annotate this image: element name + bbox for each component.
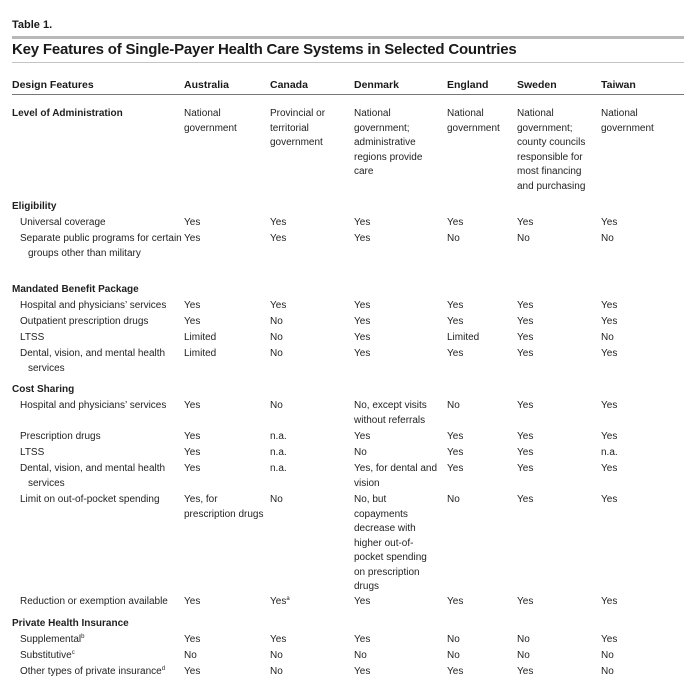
- cell-text: No: [184, 650, 197, 661]
- cell-england: [447, 399, 509, 414]
- cell-text: Yes: [354, 596, 371, 607]
- column-header-denmark: Denmark: [354, 79, 399, 91]
- cell-denmark: [354, 347, 440, 362]
- cell-text: Yes: [354, 316, 371, 327]
- row-label-text: Hospital and physicians’ services: [20, 300, 167, 311]
- cell-canada: [270, 446, 350, 461]
- cell-text: Yes: [447, 217, 464, 228]
- cell-sweden: [517, 347, 595, 362]
- cell-sweden: [517, 216, 595, 231]
- cell-australia: [184, 665, 264, 680]
- row-label-text: Dental, vision, and mental health services: [20, 348, 166, 374]
- row-label-text: Reduction or exemption available: [20, 596, 168, 607]
- cell-taiwan: [601, 665, 683, 680]
- row-label: [20, 430, 188, 445]
- cell-text: Yes: [447, 463, 464, 474]
- cell-sweden: [517, 399, 595, 414]
- cell-england: [447, 299, 509, 314]
- row-label-text: Eligibility: [12, 201, 57, 212]
- cell-denmark: [354, 216, 440, 231]
- cell-text: Yes: [517, 300, 534, 311]
- cell-text: Yes: [184, 463, 201, 474]
- row-label-text: Prescription drugs: [20, 431, 101, 442]
- cell-denmark: [354, 665, 440, 680]
- cell-australia: [184, 633, 264, 648]
- title-top-rule: [12, 36, 684, 39]
- cell-australia: [184, 232, 264, 247]
- cell-canada: [270, 299, 350, 314]
- footnote-marker: a: [286, 596, 290, 602]
- cell-text: n.a.: [601, 447, 618, 458]
- row-label: [20, 232, 188, 261]
- column-header-australia: Australia: [184, 79, 229, 91]
- cell-england: [447, 493, 509, 508]
- cell-text: No: [601, 650, 614, 661]
- cell-england: [447, 649, 509, 664]
- cell-sweden: [517, 665, 595, 680]
- cell-text: Yes: [354, 233, 371, 244]
- cell-taiwan: [601, 633, 683, 648]
- cell-text: Yes: [184, 400, 201, 411]
- cell-denmark: [354, 107, 440, 180]
- cell-sweden: [517, 315, 595, 330]
- cell-taiwan: [601, 347, 683, 362]
- cell-text: Yes: [184, 316, 201, 327]
- cell-australia: [184, 347, 264, 362]
- row-label-text: Hospital and physicians’ services: [20, 400, 167, 411]
- cell-denmark: [354, 649, 440, 664]
- cell-text: No: [601, 332, 614, 343]
- cell-denmark: [354, 399, 440, 428]
- cell-text: Yes: [447, 596, 464, 607]
- row-label-text: LTSS: [20, 447, 45, 458]
- cell-text: National government: [601, 108, 654, 134]
- row-label-text: Substitutive: [20, 650, 72, 661]
- cell-sweden: [517, 232, 595, 247]
- cell-sweden: [517, 107, 595, 194]
- cell-text: Limited: [447, 332, 480, 343]
- cell-text: No: [601, 233, 614, 244]
- cell-text: No: [447, 400, 460, 411]
- row-label: [20, 299, 188, 314]
- cell-text: Yes: [517, 596, 534, 607]
- cell-text: National government: [184, 108, 237, 134]
- cell-sweden: [517, 299, 595, 314]
- cell-text: Yes: [517, 332, 534, 343]
- cell-text: No: [517, 634, 530, 645]
- cell-text: Yes: [601, 300, 618, 311]
- cell-text: No: [447, 634, 460, 645]
- cell-denmark: [354, 315, 440, 330]
- cell-sweden: [517, 633, 595, 648]
- cell-text: No: [354, 650, 367, 661]
- cell-australia: [184, 649, 264, 664]
- cell-sweden: [517, 446, 595, 461]
- column-header-taiwan: Taiwan: [601, 79, 636, 91]
- cell-australia: [184, 493, 264, 522]
- cell-text: Yes: [601, 217, 618, 228]
- cell-england: [447, 462, 509, 477]
- cell-text: Yes: [354, 666, 371, 677]
- cell-text: Provincial or territorial government: [270, 108, 326, 148]
- cell-text: Yes: [184, 596, 201, 607]
- cell-sweden: [517, 493, 595, 508]
- cell-text: Yes: [184, 217, 201, 228]
- cell-text: No: [517, 650, 530, 661]
- cell-sweden: [517, 649, 595, 664]
- column-header-sweden: Sweden: [517, 79, 557, 91]
- cell-text: Yes: [354, 348, 371, 359]
- cell-denmark: [354, 462, 440, 491]
- row-label: [20, 216, 188, 231]
- cell-taiwan: [601, 399, 683, 414]
- cell-text: Yes: [447, 300, 464, 311]
- cell-england: [447, 331, 509, 346]
- cell-denmark: [354, 331, 440, 346]
- table-label: Table 1.: [12, 19, 53, 31]
- cell-canada: [270, 216, 350, 231]
- cell-taiwan: [601, 462, 683, 477]
- cell-text: No: [270, 400, 283, 411]
- row-label: [20, 633, 188, 648]
- cell-canada: [270, 462, 350, 477]
- cell-denmark: [354, 299, 440, 314]
- cell-text: No, except visits without referrals: [354, 400, 427, 426]
- cell-australia: [184, 331, 264, 346]
- row-label: [12, 107, 182, 122]
- cell-england: [447, 446, 509, 461]
- cell-australia: [184, 430, 264, 445]
- cell-text: n.a.: [270, 447, 287, 458]
- row-label: [20, 347, 188, 376]
- cell-taiwan: [601, 446, 683, 461]
- row-label: [20, 315, 188, 330]
- cell-australia: [184, 399, 264, 414]
- cell-text: No, but copayments decrease with higher out-of-pocket spending on prescription drugs: [354, 494, 427, 592]
- cell-text: Yes: [601, 494, 618, 505]
- cell-canada: [270, 399, 350, 414]
- cell-text: Yes: [447, 431, 464, 442]
- cell-text: Yes: [517, 217, 534, 228]
- cell-denmark: [354, 430, 440, 445]
- cell-text: Yes: [601, 634, 618, 645]
- cell-canada: [270, 107, 350, 151]
- cell-text: No: [354, 447, 367, 458]
- footnote-marker: c: [71, 650, 75, 656]
- title-bottom-rule: [12, 62, 684, 63]
- cell-canada: [270, 315, 350, 330]
- row-label: [20, 446, 188, 461]
- cell-text: Yes: [354, 634, 371, 645]
- cell-text: No: [447, 233, 460, 244]
- cell-text: Yes: [184, 666, 201, 677]
- cell-australia: [184, 595, 264, 610]
- row-label-text: Level of Administration: [12, 108, 123, 119]
- row-label: [20, 665, 188, 680]
- cell-text: Yes: [601, 400, 618, 411]
- cell-text: Yes: [270, 634, 287, 645]
- cell-text: Yes: [447, 316, 464, 327]
- cell-text: Yes: [354, 431, 371, 442]
- cell-text: Yes: [447, 666, 464, 677]
- cell-text: Yes: [517, 666, 534, 677]
- cell-canada: [270, 649, 350, 664]
- cell-taiwan: [601, 649, 683, 664]
- cell-text: Yes: [517, 348, 534, 359]
- section-label: [12, 200, 312, 215]
- cell-text: Yes: [270, 300, 287, 311]
- cell-canada: [270, 430, 350, 445]
- cell-england: [447, 633, 509, 648]
- cell-england: [447, 665, 509, 680]
- cell-text: No: [447, 650, 460, 661]
- cell-taiwan: [601, 232, 683, 247]
- row-label-text: Separate public programs for certain groups other than military: [20, 233, 182, 259]
- cell-australia: [184, 446, 264, 461]
- cell-text: No: [270, 666, 283, 677]
- cell-taiwan: [601, 107, 683, 136]
- row-label: [20, 595, 188, 610]
- section-label: [12, 383, 312, 398]
- cell-sweden: [517, 430, 595, 445]
- row-label: [20, 399, 188, 414]
- row-label-text: Private Health Insurance: [12, 618, 129, 629]
- cell-england: [447, 315, 509, 330]
- cell-text: Yes: [517, 463, 534, 474]
- cell-text: No: [270, 650, 283, 661]
- cell-australia: [184, 216, 264, 231]
- cell-taiwan: [601, 331, 683, 346]
- cell-sweden: [517, 595, 595, 610]
- cell-text: Yes: [354, 300, 371, 311]
- row-label: [20, 462, 188, 491]
- cell-text: No: [517, 233, 530, 244]
- cell-canada: [270, 347, 350, 362]
- cell-text: National government: [447, 108, 500, 134]
- cell-australia: [184, 315, 264, 330]
- cell-taiwan: [601, 299, 683, 314]
- row-label-text: Outpatient prescription drugs: [20, 316, 149, 327]
- row-label-text: Limit on out-of-pocket spending: [20, 494, 160, 505]
- cell-denmark: [354, 595, 440, 610]
- cell-text: Yes: [447, 348, 464, 359]
- section-label: [12, 283, 312, 298]
- column-header-england: England: [447, 79, 489, 91]
- cell-canada: [270, 633, 350, 648]
- cell-australia: [184, 462, 264, 477]
- cell-text: No: [447, 494, 460, 505]
- cell-text: Yes: [184, 431, 201, 442]
- cell-canada: [270, 665, 350, 680]
- cell-text: No: [601, 666, 614, 677]
- cell-text: Yes: [517, 431, 534, 442]
- cell-australia: [184, 107, 264, 136]
- cell-australia: [184, 299, 264, 314]
- cell-text: No: [270, 316, 283, 327]
- cell-england: [447, 232, 509, 247]
- cell-england: [447, 216, 509, 231]
- cell-text: Yes: [517, 316, 534, 327]
- column-header-design-features: Design Features: [12, 79, 94, 91]
- row-label: [20, 331, 188, 346]
- cell-text: Yes: [517, 400, 534, 411]
- row-label-text: Dental, vision, and mental health services: [20, 463, 166, 489]
- cell-canada: [270, 595, 350, 610]
- cell-text: National government; county councils responsible for most financing and purchasing: [517, 108, 586, 192]
- cell-text: Yes: [601, 596, 618, 607]
- header-rule: [12, 94, 684, 95]
- cell-text: Yes: [517, 494, 534, 505]
- cell-text: Yes: [354, 217, 371, 228]
- cell-text: Yes: [601, 348, 618, 359]
- row-label: [20, 493, 188, 508]
- cell-text: No: [270, 348, 283, 359]
- row-label-text: Cost Sharing: [12, 384, 75, 395]
- cell-text: Yes: [447, 447, 464, 458]
- row-label-text: Supplemental: [20, 634, 82, 645]
- cell-text: Limited: [184, 348, 217, 359]
- cell-england: [447, 107, 509, 136]
- column-header-canada: Canada: [270, 79, 308, 91]
- cell-text: Yes: [601, 463, 618, 474]
- cell-taiwan: [601, 315, 683, 330]
- cell-text: Yes: [517, 447, 534, 458]
- cell-text: Yes: [270, 596, 287, 607]
- row-label-text: Universal coverage: [20, 217, 106, 228]
- cell-text: No: [270, 332, 283, 343]
- cell-taiwan: [601, 430, 683, 445]
- cell-england: [447, 347, 509, 362]
- cell-denmark: [354, 446, 440, 461]
- cell-text: Yes: [184, 447, 201, 458]
- cell-text: Yes: [270, 217, 287, 228]
- cell-text: Yes: [601, 316, 618, 327]
- cell-taiwan: [601, 595, 683, 610]
- cell-text: Yes, for dental and vision: [354, 463, 438, 489]
- footnote-marker: d: [161, 666, 166, 672]
- cell-canada: [270, 232, 350, 247]
- cell-text: Limited: [184, 332, 217, 343]
- cell-denmark: [354, 232, 440, 247]
- cell-text: National government; administrative regions provide care: [354, 108, 423, 177]
- cell-text: n.a.: [270, 431, 287, 442]
- row-label-text: LTSS: [20, 332, 45, 343]
- cell-denmark: [354, 633, 440, 648]
- cell-denmark: [354, 493, 440, 595]
- cell-canada: [270, 331, 350, 346]
- cell-england: [447, 595, 509, 610]
- row-label-text: Mandated Benefit Package: [12, 284, 139, 295]
- cell-text: No: [270, 494, 283, 505]
- row-label: [20, 649, 188, 664]
- cell-text: Yes: [184, 634, 201, 645]
- cell-taiwan: [601, 216, 683, 231]
- cell-sweden: [517, 331, 595, 346]
- cell-text: Yes: [184, 300, 201, 311]
- cell-text: n.a.: [270, 463, 287, 474]
- cell-text: Yes: [184, 233, 201, 244]
- cell-text: Yes, for prescription drugs: [184, 494, 264, 520]
- footnote-marker: b: [81, 634, 85, 640]
- cell-england: [447, 430, 509, 445]
- cell-text: Yes: [601, 431, 618, 442]
- cell-sweden: [517, 462, 595, 477]
- cell-taiwan: [601, 493, 683, 508]
- cell-text: Yes: [354, 332, 371, 343]
- table-title: Key Features of Single-Payer Health Care Systems in Selected Countries: [12, 41, 517, 58]
- row-label-text: Other types of private insurance: [20, 666, 162, 677]
- cell-text: Yes: [270, 233, 287, 244]
- cell-canada: [270, 493, 350, 508]
- section-label: [12, 617, 312, 632]
